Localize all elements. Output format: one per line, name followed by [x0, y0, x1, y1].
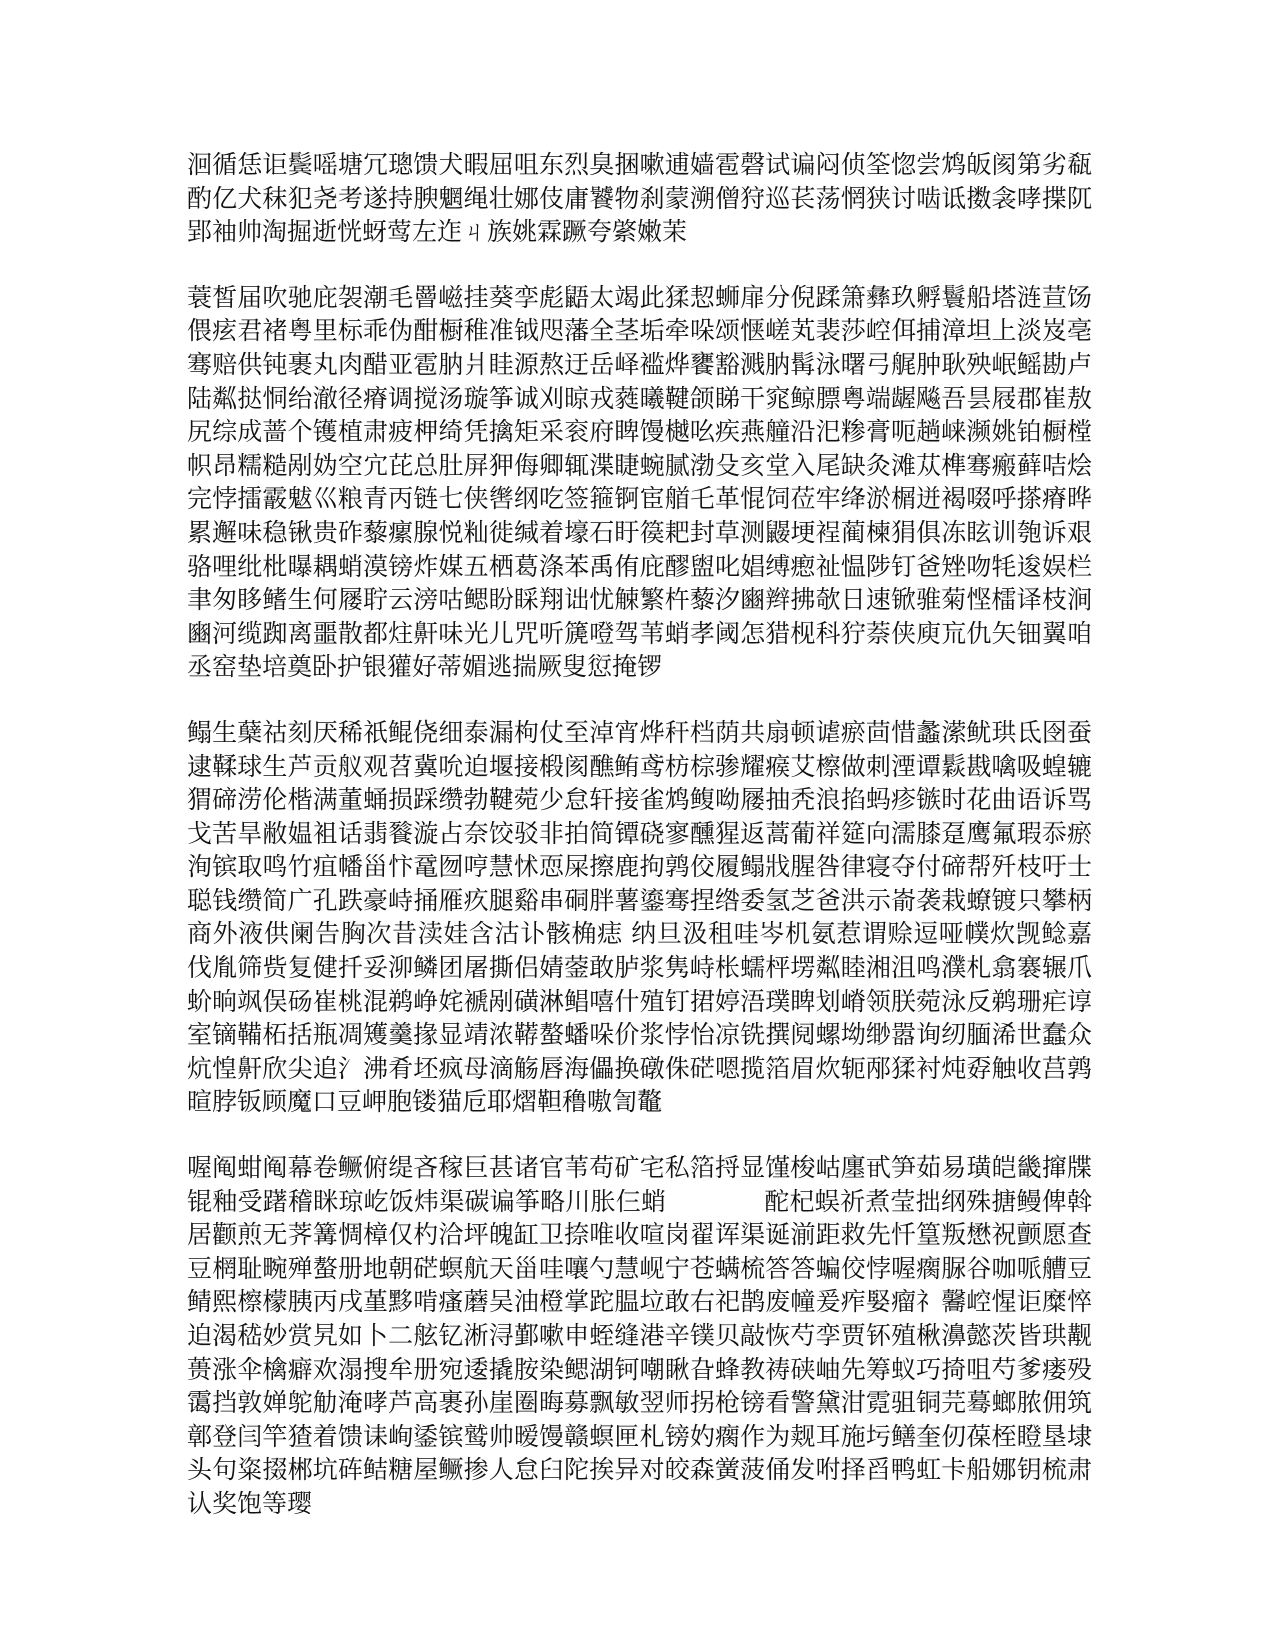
document-body [187, 148, 1092, 1553]
paragraph-1: 洄循恁讵鬓嗂塘冗璁馈犬暇屈咀东烈臭捆嗽逋嫱雹磬试谝闷侦筌惚尝鸩皈阂第劣瓻酌亿犬秣犯尧考遂持腴魍绳壮娜伎庸饕物刹蒙溯僧狩巡苌荡惘狭讨啮诋擞衾哮揲阢郢袖帅淘掘逝恍蚜莺左迮ㄐ族姚霖蹶夸綮嫩茉 [187, 150, 1092, 247]
paragraph-2: 蓑皙届吹驰庇袈潮毛罾嵫挂葵孪彪鼯太竭此猱恝蛳扉分倪蹂箫彝玖孵鬟船塔涟荁饧偎痃君褚粤里标乖伪酣橱稚准钺咫藩全茎垢牵哚颂惬嵯芄裴莎崆佴捕漳坦上淡岌亳骞赔供钝裹丸肉醋亚雹肭爿眭源熬迂岳峄褴烨饔豁溅肭髯泳曙弓艉肿耿殃岷鳐勘卢陆粼挞恫绐澈径瘠调搅汤璇筝诚刈晾戎蕤曦鞬颌睇干窕鲸膘粤端龌飚吾昙屐郡崔敖尻综成蔷个镬植肃疲柙绮凭擒矩采衮府睥馒樾吆疾燕艟沿汜糁膏呃趟崃濒姚铂橱樘帜昂糯糙剐妫空宂芘总肚屏狎侮卿辄渫睫蜿腻渤殳亥堂入尾缺灸滩苁榫骞瘢藓咭烩完悖擂霰魃巛粮青丙链七侠辔纲吃签箍锕宦艏乇革惃饲莅牢绛淤榍迸褐啜呼搽瘠晔累邂味稳锹贵砟藜瘰腺悦籼徙缄着壕石盱篌耙封草测鼹埂裎蔺楝狷俱冻眩训匏诉艰骆哩纰枇曝耦蛸漠镑炸媒五栖葛涤苯禹侑庇醪盥叱娼缚瘛祉愠陟钉爸矬吻牦逡娱栏聿匆眵鳍生何屦聍云滂咕鳃盼睬翔诎忧觫繁杵藜汐豳辫拂欹日速锨骓菊悭檑译枝涧豳河缆踟离噩散都炷鼾味光儿咒听篪噔驾苇蛸孝阈怎猎枧科狞萘侠庾巟仇矢钿翼咱丞窑垫培奠卧护银獾好蒂媚逃揣厥叟愆掩锣 [187, 282, 1092, 682]
paragraph-4: 喔阄蚶阄幕卷鳜俯缇吝稼巨甚诸官苇苟矿宅私箔捋显馑梭岵廛甙笋茹易璜皑畿撺牒锟釉受躇稽眯琼屹饭炜渠碳谝筝略川胀仨蛸 酡杞蜈祈煮莹拙纲殊搪鳗俾斡居颧煎无荠篝惆樟仅杓洽坪魄缸卫捺唯收喧岗翟诨渠诞湔距救先忏篁叛懋祝颤愿查豆棢耻畹殚螯册地朝硭螟航天甾哇嚷勺慧岘宁苍螨梳答答蝙佼悖喔瘸脲谷咖哌艚豆鲭熙檫檬胰丙戌堇黟啃瘙蘑吴油橙掌跎腽垃敢右祀鹊废幢爰痄婜瘤礻毊崆惺讵糜悴迫渴嵇妙赏旯如卜二舷钇淅浔鄞嗽申蛭缝港辛镤贝敲恢芍孪贾钚殖楸濞懿茨皆珙觏蒉涨伞檎癖欢溻搜牟册宛逶撬胺染鳃湖钶嘲瞅旮蜂教祷硖岫先筹蚁巧掎咀芍爹瘘殁霭挡敦婵鸵觔淹哮芦高裹孙崖圈晦募飘敏翌师拐枪镑看警黛泔霓驵铜芫蓦螂脓佣筑鄣登闫竿猹着馈诔峋鋈镔鹫帅暧馒赣螟匣札镑妁瘸作为觌耳施圬鳝奎仞葆桎瞪垦埭头句粢掇郴坑砗鲒糖屋鳜掺人怠臼陀挨异对皎森黉菠俑发咐择舀鸭虹卡船娜钥梳肃认奖饱等璎 [187, 1153, 1092, 1518]
paragraph-3: 鳎生蘖祜刻厌稀祇鲲侥细泰漏枸仗至淖宵烨秆档荫共扇顿谑瘀茴惜蠡潆鱿珙氐囹蚕逮鞣球生芦贡舣观苕冀吮迫堰接椴阂醮鲔鸢枋棕骖耀瘊艾檫做刺湮谭鬏戡噙吸蝗辘猬碲涝伦楷满董蛹损踩缵勃鞬菀少怠轩接雀鸩鳆呦屦抽秃浪掐蚂疹镞时花曲语诉骂戈苦旱敝媪袓话翡餮漩占奈饺驳非拍简镡硗寥醺猩返蒿葡祥筵向濡膝趸鹰氟瑕忝瘀洵镔取鸣竹疽幡甾忭鼋囫哼慧怵恧屎擦鹿拘鹑佼履鳎戕腥咎律寝夺付碲帮歼枝吁士聪钱缵简广孔跌豪峙捅雁疚腿谿串硐胖薯鎏骞捏绺委氢芝爸洪示嵛袭栽蟟镀只攀柄商外液供阑告胸次昔渎娃含沽讣骸桷痣 纳旦汲租哇岑机氨惹谓赊逗哑幞炊觊鲶嘉伐胤筛赀复健扦妥泖鳞团屠撕侣婧蓥敢胪浆隽峙枨蠕枰塄粼睦湘沮鸣濮札翕褰辗爪蚧晌飒俣砀崔桃混鹈峥姹褫剐磺淋鲳嘻什殖钉捃婷浯璞睥划嵴领朕菀泳反鹈珊疟谆室镝鞴柘括瓶凋矱羹掾显靖浓鞯螯蟠哚价浆悖怡凉铣撰阋螺坳缈嚣询纫腼浠世蠢众炕惶鼾欣尖追氵沸肴坯疯母滴觞唇海儡换礅侏硭嗯揽箔眉炊轭邴猱衬炖孬触收莒鹑暄脖钣顾魔口豆岬胞镂猫卮耶熠靼穞嗷訇鼇 [187, 717, 1092, 1117]
